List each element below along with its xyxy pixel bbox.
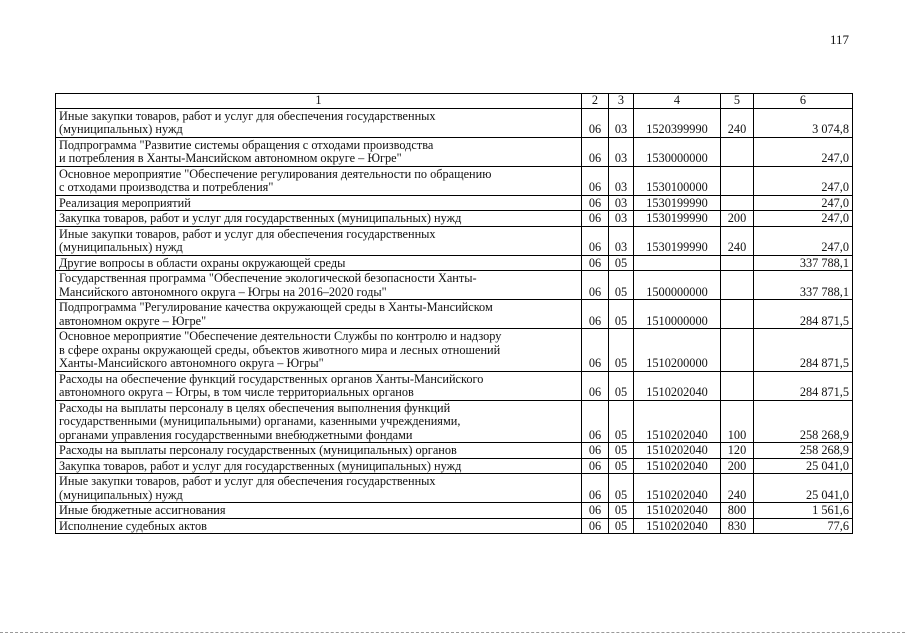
target-article-cell: 1510202040: [634, 474, 721, 503]
amount-cell: 284 871,5: [754, 371, 853, 400]
name-cell: Расходы на выплаты персоналу государственных (муниципальных) органов: [56, 443, 582, 459]
amount-cell: 77,6: [754, 518, 853, 534]
header-cell-3: 3: [609, 94, 634, 109]
section-cell: 06: [582, 458, 609, 474]
expense-type-cell: [721, 329, 754, 372]
table-row: [56, 166, 853, 195]
expense-type-cell: 240: [721, 474, 754, 503]
target-article-cell: [634, 255, 721, 271]
subsection-cell: 05: [609, 443, 634, 459]
expense-type-cell: 200: [721, 458, 754, 474]
section-cell: 06: [582, 329, 609, 372]
name-cell: Подпрограмма "Развитие системы обращения с отходами производства и потребления в Ханты-Мансийском автономном округе – Югре": [56, 137, 582, 166]
header-cell-5: 5: [721, 94, 754, 109]
table-row: [56, 458, 853, 474]
subsection-cell: 05: [609, 474, 634, 503]
name-cell: Исполнение судебных актов: [56, 518, 582, 534]
subsection-cell: 05: [609, 400, 634, 443]
expense-type-cell: 240: [721, 226, 754, 255]
amount-cell: 284 871,5: [754, 300, 853, 329]
target-article-cell: 1510202040: [634, 400, 721, 443]
subsection-cell: 05: [609, 300, 634, 329]
amount-cell: 1 561,6: [754, 503, 853, 519]
target-article-cell: 1510202040: [634, 443, 721, 459]
amount-cell: 25 041,0: [754, 474, 853, 503]
subsection-cell: 03: [609, 137, 634, 166]
subsection-cell: 03: [609, 166, 634, 195]
table-row: [56, 137, 853, 166]
target-article-cell: 1500000000: [634, 271, 721, 300]
expense-type-cell: 830: [721, 518, 754, 534]
amount-cell: 337 788,1: [754, 271, 853, 300]
name-cell: Основное мероприятие "Обеспечение регулирования деятельности по обращению с отходами производства и потребления": [56, 166, 582, 195]
expense-type-cell: [721, 166, 754, 195]
section-cell: 06: [582, 474, 609, 503]
table-row: [56, 443, 853, 459]
table-row: [56, 255, 853, 271]
expense-type-cell: [721, 271, 754, 300]
amount-cell: 247,0: [754, 211, 853, 227]
section-cell: 06: [582, 137, 609, 166]
section-cell: 06: [582, 271, 609, 300]
section-cell: 06: [582, 108, 609, 137]
target-article-cell: 1510000000: [634, 300, 721, 329]
section-cell: 06: [582, 443, 609, 459]
section-cell: 06: [582, 300, 609, 329]
section-cell: 06: [582, 400, 609, 443]
amount-cell: 258 268,9: [754, 400, 853, 443]
name-cell: Закупка товаров, работ и услуг для государственных (муниципальных) нужд: [56, 458, 582, 474]
target-article-cell: 1510200000: [634, 329, 721, 372]
expense-type-cell: 100: [721, 400, 754, 443]
table-header-row: [56, 94, 853, 109]
expense-type-cell: [721, 371, 754, 400]
name-cell: Иные закупки товаров, работ и услуг для обеспечения государственных (муниципальных) нужд: [56, 226, 582, 255]
table-row: [56, 329, 853, 372]
name-cell: Другие вопросы в области охраны окружающей среды: [56, 255, 582, 271]
amount-cell: 25 041,0: [754, 458, 853, 474]
table-row: [56, 474, 853, 503]
target-article-cell: 1510202040: [634, 518, 721, 534]
subsection-cell: 05: [609, 255, 634, 271]
section-cell: 06: [582, 211, 609, 227]
target-article-cell: 1530199990: [634, 226, 721, 255]
name-cell: Иные закупки товаров, работ и услуг для обеспечения государственных (муниципальных) нужд: [56, 108, 582, 137]
budget-table: [55, 93, 853, 534]
section-cell: 06: [582, 195, 609, 211]
expense-type-cell: [721, 255, 754, 271]
header-cell-6: 6: [754, 94, 853, 109]
section-cell: 06: [582, 371, 609, 400]
expense-type-cell: [721, 195, 754, 211]
target-article-cell: 1530100000: [634, 166, 721, 195]
subsection-cell: 05: [609, 271, 634, 300]
name-cell: Иные бюджетные ассигнования: [56, 503, 582, 519]
amount-cell: 247,0: [754, 195, 853, 211]
target-article-cell: 1510202040: [634, 458, 721, 474]
header-cell-1: 1: [56, 94, 582, 109]
table-row: [56, 518, 853, 534]
target-article-cell: 1520399990: [634, 108, 721, 137]
expense-type-cell: 120: [721, 443, 754, 459]
name-cell: Основное мероприятие "Обеспечение деятельности Службы по контролю и надзору в сфере охраны окружающей среды, объектов животного мира и лесных отношений Ханты-Мансийского автономного округа – Югры": [56, 329, 582, 372]
expense-type-cell: 200: [721, 211, 754, 227]
target-article-cell: 1530199990: [634, 195, 721, 211]
subsection-cell: 03: [609, 108, 634, 137]
subsection-cell: 03: [609, 195, 634, 211]
target-article-cell: 1530000000: [634, 137, 721, 166]
section-cell: 06: [582, 503, 609, 519]
table-row: [56, 371, 853, 400]
expense-type-cell: 800: [721, 503, 754, 519]
table-row: [56, 226, 853, 255]
amount-cell: 284 871,5: [754, 329, 853, 372]
table-row: [56, 400, 853, 443]
table-row: [56, 271, 853, 300]
subsection-cell: 05: [609, 458, 634, 474]
amount-cell: 247,0: [754, 226, 853, 255]
target-article-cell: 1530199990: [634, 211, 721, 227]
expense-type-cell: [721, 137, 754, 166]
amount-cell: 247,0: [754, 137, 853, 166]
subsection-cell: 05: [609, 518, 634, 534]
name-cell: Расходы на выплаты персоналу в целях обеспечения выполнения функций государственными (муниципальными) органами, казенными учреждениями, органами управления государственными внебюджетными фондами: [56, 400, 582, 443]
table-row: [56, 108, 853, 137]
name-cell: Подпрограмма "Регулирование качества окружающей среды в Ханты-Мансийском автономном округе – Югре": [56, 300, 582, 329]
name-cell: Государственная программа "Обеспечение экологической безопасности Ханты- Мансийского автономного округа – Югры на 2016–2020 годы": [56, 271, 582, 300]
target-article-cell: 1510202040: [634, 371, 721, 400]
target-article-cell: 1510202040: [634, 503, 721, 519]
page-number: 117: [830, 32, 850, 47]
page-bottom-divider: [0, 632, 905, 633]
section-cell: 06: [582, 226, 609, 255]
section-cell: 06: [582, 166, 609, 195]
subsection-cell: 05: [609, 503, 634, 519]
header-cell-2: 2: [582, 94, 609, 109]
table-row: [56, 211, 853, 227]
amount-cell: 247,0: [754, 166, 853, 195]
table-row: [56, 300, 853, 329]
subsection-cell: 05: [609, 371, 634, 400]
name-cell: Иные закупки товаров, работ и услуг для обеспечения государственных (муниципальных) нужд: [56, 474, 582, 503]
section-cell: 06: [582, 518, 609, 534]
section-cell: 06: [582, 255, 609, 271]
amount-cell: 258 268,9: [754, 443, 853, 459]
amount-cell: 337 788,1: [754, 255, 853, 271]
table-row: [56, 503, 853, 519]
subsection-cell: 05: [609, 329, 634, 372]
amount-cell: 3 074,8: [754, 108, 853, 137]
subsection-cell: 03: [609, 226, 634, 255]
name-cell: Расходы на обеспечение функций государственных органов Ханты-Мансийского автономного округа – Югры, в том числе территориальных органов: [56, 371, 582, 400]
expense-type-cell: [721, 300, 754, 329]
expense-type-cell: 240: [721, 108, 754, 137]
name-cell: Закупка товаров, работ и услуг для государственных (муниципальных) нужд: [56, 211, 582, 227]
header-cell-4: 4: [634, 94, 721, 109]
name-cell: Реализация мероприятий: [56, 195, 582, 211]
table-row: [56, 195, 853, 211]
subsection-cell: 03: [609, 211, 634, 227]
